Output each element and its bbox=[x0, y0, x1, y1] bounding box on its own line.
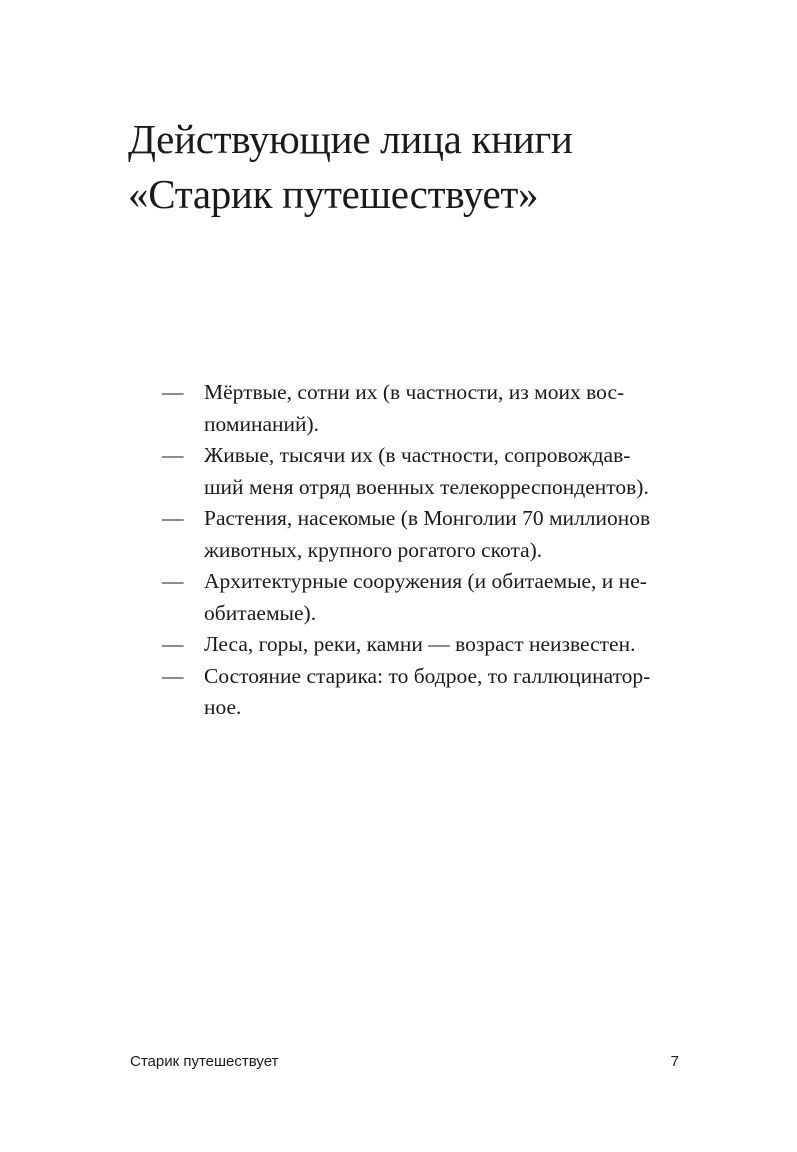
list-dash: — bbox=[162, 569, 184, 593]
list-item bbox=[162, 377, 702, 440]
list-item-line: Архитектурные сооружения (и обитаемые, и не- bbox=[204, 569, 647, 593]
list-dash: — bbox=[162, 663, 184, 688]
list-item-line: Мёртвые, сотни их (в частности, из моих вос- bbox=[204, 380, 625, 404]
chapter-title-line-2: «Старик путешествует» bbox=[128, 171, 539, 217]
list-item-line: ший меня отряд военных телекорреспондентов). bbox=[204, 474, 649, 499]
list-item bbox=[162, 661, 702, 724]
list-item-line: поминаний). bbox=[204, 411, 320, 436]
list-item bbox=[162, 440, 702, 503]
list-dash: — bbox=[162, 443, 184, 467]
chapter-title-line-1: Действующие лица книги bbox=[128, 116, 573, 162]
list-item bbox=[162, 503, 702, 566]
running-footer-title: Старик путешествует bbox=[130, 1053, 279, 1070]
list-dash: — bbox=[162, 506, 184, 530]
list-item-line: обитаемые). bbox=[204, 600, 317, 625]
list-item-line: ное. bbox=[204, 695, 242, 719]
list-item bbox=[162, 566, 702, 629]
list-item-line: Состояние старика: то бодрое, то галлюцинатор- bbox=[204, 663, 651, 688]
list-item-line: Живые, тысячи их (в частности, сопровождав- bbox=[204, 443, 631, 467]
list-item bbox=[162, 629, 702, 661]
list-item-line: Растения, насекомые (в Монголии 70 миллионов bbox=[204, 506, 651, 530]
list-dash: — bbox=[162, 380, 184, 404]
list-item-line: Леса, горы, реки, камни — возраст неизвестен. bbox=[204, 632, 636, 656]
page-number: 7 bbox=[670, 1053, 679, 1070]
characters-list bbox=[162, 377, 702, 724]
list-item-line: животных, крупного рогатого скота). bbox=[204, 537, 543, 562]
chapter-title bbox=[128, 112, 728, 222]
list-dash: — bbox=[162, 632, 184, 656]
